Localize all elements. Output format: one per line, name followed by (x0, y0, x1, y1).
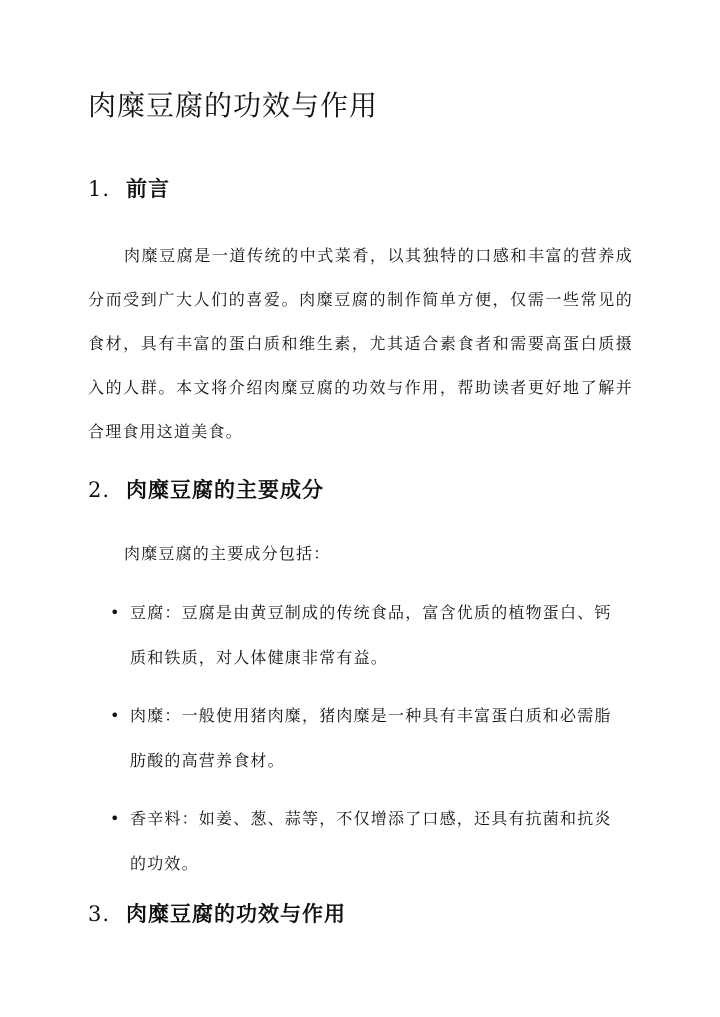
list-item (88, 693, 633, 783)
list-item (88, 590, 633, 680)
section-number: 1. (88, 177, 111, 201)
list-item-text: 香辛料：如姜、葱、蒜等，不仅增添了口感，还具有抗菌和抗炎的功效。 (130, 809, 612, 873)
document-title: 肉糜豆腐的功效与作用 (88, 89, 379, 122)
bullet-icon: • (110, 706, 121, 725)
preface-paragraph: 肉糜豆腐是一道传统的中式菜肴，以其独特的口感和丰富的营养成分而受到广大人们的喜爱。肉糜豆腐的制作简单方便，仅需一些常见的食材，具有丰富的蛋白质和维生素，尤其适合素食者和需要高蛋白质摄入的人群。本文将介绍肉糜豆腐的功效与作用，帮助读者更好地了解并合理食用这道美食。 (88, 246, 633, 441)
bullet-icon: • (110, 809, 121, 828)
section-heading-text: 肉糜豆腐的功效与作用 (126, 901, 346, 926)
section-heading-effects (88, 898, 346, 928)
ingredients-lead: 肉糜豆腐的主要成分包括： (124, 544, 331, 563)
ingredients-list (88, 590, 633, 899)
list-item-text: 肉糜：一般使用猪肉糜，猪肉糜是一种具有丰富蛋白质和必需脂肪酸的高营养食材。 (130, 706, 612, 770)
section-heading-text: 前言 (126, 176, 170, 201)
bullet-icon: • (110, 603, 121, 622)
section-heading-preface (88, 173, 170, 203)
section-number: 2. (88, 478, 111, 502)
section-number: 3. (88, 902, 111, 926)
section-heading-ingredients (88, 474, 324, 504)
list-item-text: 豆腐：豆腐是由黄豆制成的传统食品，富含优质的植物蛋白、钙质和铁质，对人体健康非常有益。 (130, 603, 612, 667)
list-item (88, 796, 633, 886)
section-heading-text: 肉糜豆腐的主要成分 (126, 477, 324, 502)
